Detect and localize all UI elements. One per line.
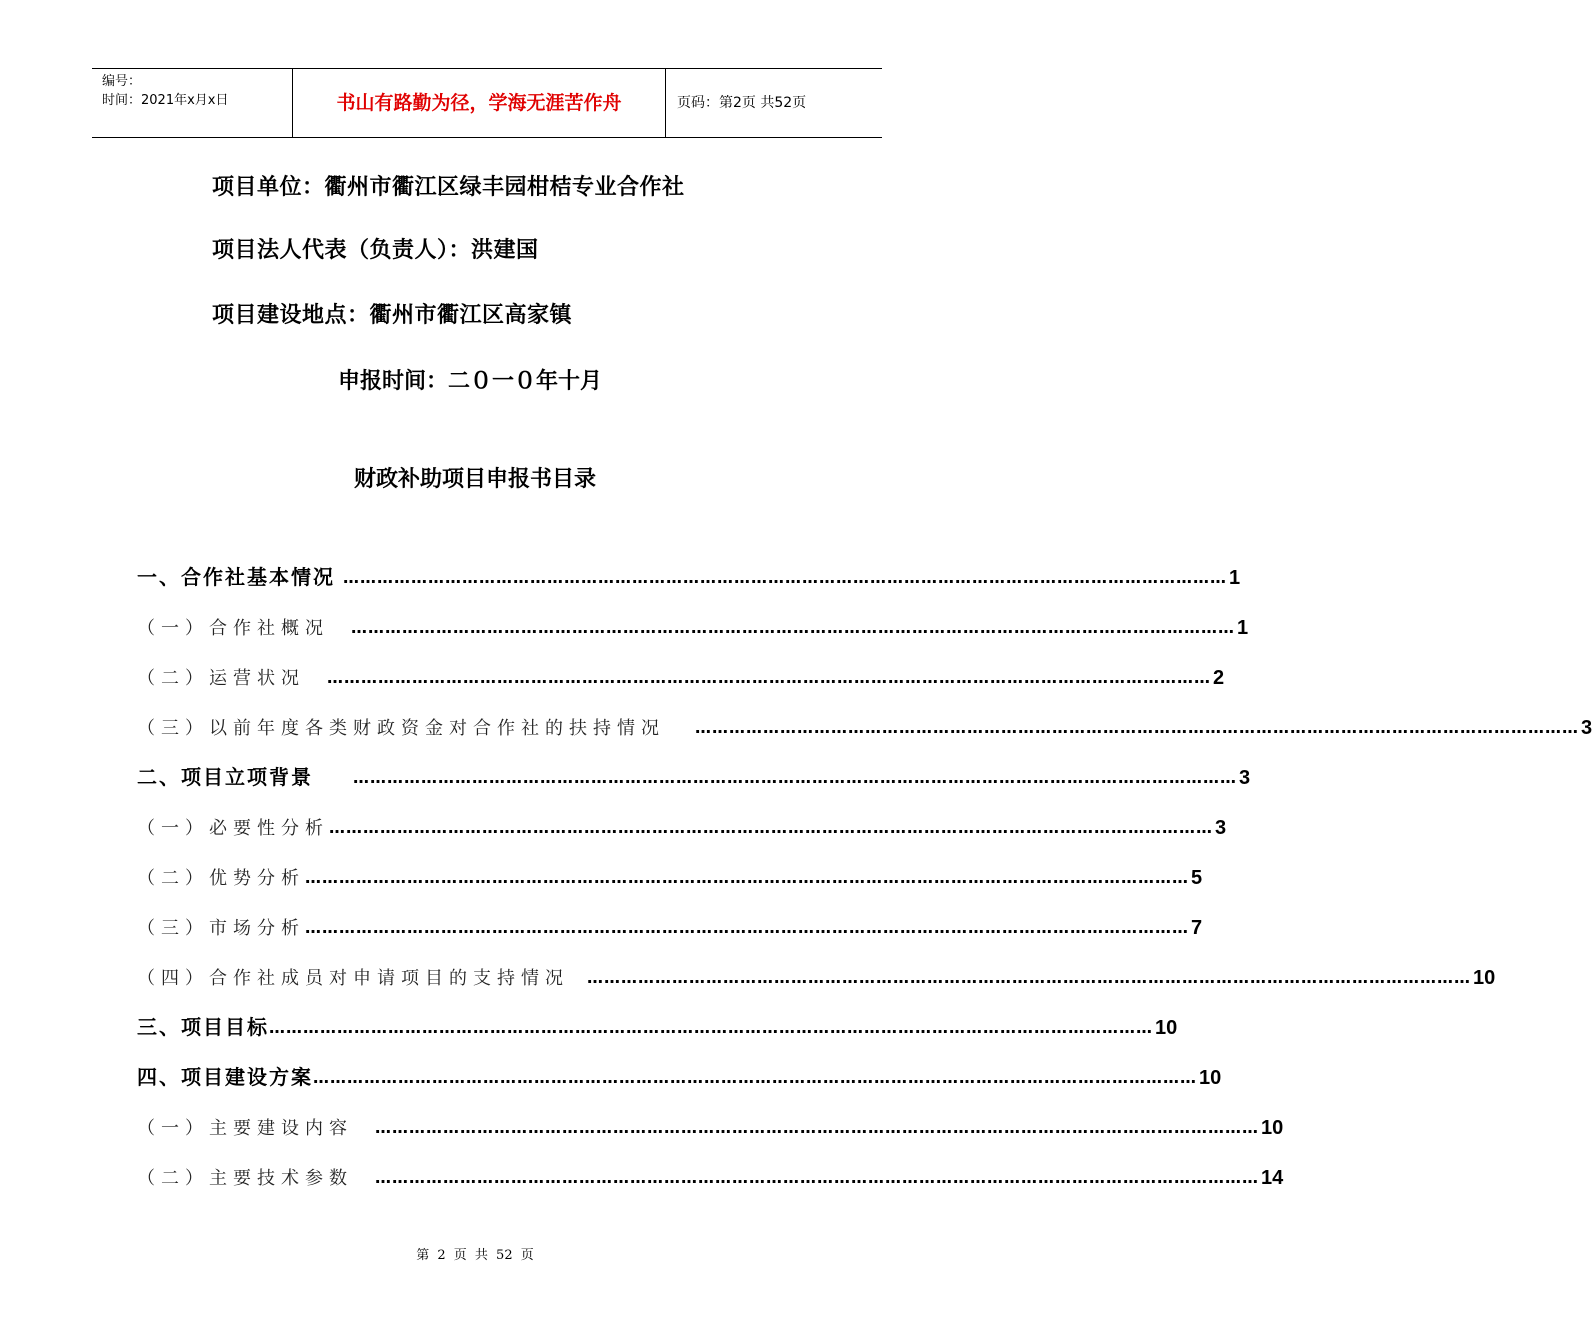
header-motto: 书山有路勤为径，学海无涯苦作舟 [293,69,666,137]
toc-title: 财政补助项目申报书目录 [353,467,596,492]
toc-leader-dots: ………………………………………………………………………………………………………………………………………… [313,1068,1197,1087]
toc-leader-dots: ………………………………………………………………………………………………………………………………………… [343,568,1227,587]
toc-entry[interactable] [137,660,1225,690]
toc-entry-page: 5 [1191,867,1203,889]
header-page-info: 页码：第2页 共52页 [677,95,807,111]
toc-leader-dots: ………………………………………………………………………………………………………………………………………… [353,768,1237,787]
toc-entry-page: 1 [1237,617,1249,639]
toc-entry-page: 7 [1191,917,1203,939]
toc-entry-label: （一）必要性分析 [137,818,329,839]
toc-entry-label: （三）市场分析 [137,918,305,939]
page-footer: 第 2 页 共 52 页 [416,1248,534,1263]
toc-entry-label: （三）以前年度各类财政资金对合作社的扶持情况 [137,718,665,739]
toc-entry-label: （一）合作社概况 [137,618,329,639]
toc-entry-label: 三、项目目标 [137,1015,269,1039]
toc-entry-page: 1 [1229,567,1241,589]
toc-leader-dots: ………………………………………………………………………………………………………………………………………… [351,618,1235,637]
toc-entry-page: 14 [1261,1167,1284,1189]
project-unit: 项目单位：衢州市衢江区绿丰园柑桔专业合作社 [212,175,685,200]
toc-entry[interactable] [137,1110,1284,1140]
application-date: 申报时间：二０一０年十月 [338,369,603,394]
toc-leader-dots: ………………………………………………………………………………………………………………………………………… [327,668,1211,687]
toc-leader-dots: ………………………………………………………………………………………………………………………………………… [375,1118,1259,1137]
toc-entry[interactable] [137,960,1496,990]
toc-leader-dots: ………………………………………………………………………………………………………………………………………… [695,718,1579,737]
toc-leader-dots: ………………………………………………………………………………………………………………………………………… [305,868,1189,887]
toc-entry-label: （二）优势分析 [137,868,305,889]
toc-entry-page: 10 [1473,967,1496,989]
toc-entry[interactable] [137,710,1592,740]
toc-entry-page: 3 [1215,817,1227,839]
toc-leader-dots: ………………………………………………………………………………………………………………………………………… [375,1168,1259,1187]
toc-entry-label: 二、项目立项背景 [137,765,313,789]
toc-leader-dots: ………………………………………………………………………………………………………………………………………… [305,918,1189,937]
toc-entry-label: （二）主要技术参数 [137,1168,353,1189]
toc-entry-label: 四、项目建设方案 [137,1065,313,1089]
toc-entry[interactable] [137,610,1249,640]
toc-entry-page: 3 [1239,767,1251,789]
toc-entry-page: 10 [1155,1017,1178,1039]
toc-entry[interactable] [137,1010,1178,1040]
toc-entry[interactable] [137,560,1241,590]
toc-entry[interactable] [137,860,1203,890]
toc-entry[interactable] [137,810,1227,840]
toc-entry-page: 3 [1581,717,1592,739]
toc-entry-page: 10 [1199,1067,1222,1089]
toc-entry-label: （二）运营状况 [137,668,305,689]
toc-entry-label: （四）合作社成员对申请项目的支持情况 [137,968,569,989]
number-label: 编号： [102,74,142,89]
toc-entry-page: 10 [1261,1117,1284,1139]
toc-leader-dots: ………………………………………………………………………………………………………………………………………… [587,968,1471,987]
toc-entry[interactable] [137,910,1203,940]
toc-leader-dots: ………………………………………………………………………………………………………………………………………… [329,818,1213,837]
toc-entry-label: （一）主要建设内容 [137,1118,353,1139]
time-label: 时间：2021年x月x日 [102,93,229,108]
toc-entry[interactable] [137,1160,1284,1190]
toc-entry[interactable] [137,1060,1222,1090]
toc-leader-dots: ………………………………………………………………………………………………………………………………………… [269,1018,1153,1037]
toc-entry[interactable] [137,760,1251,790]
project-legal-rep: 项目法人代表（负责人）：洪建国 [212,238,539,263]
project-location: 项目建设地点：衢州市衢江区高家镇 [212,303,573,328]
toc-entry-page: 2 [1213,667,1225,689]
toc-entry-label: 一、合作社基本情况 [137,565,335,589]
